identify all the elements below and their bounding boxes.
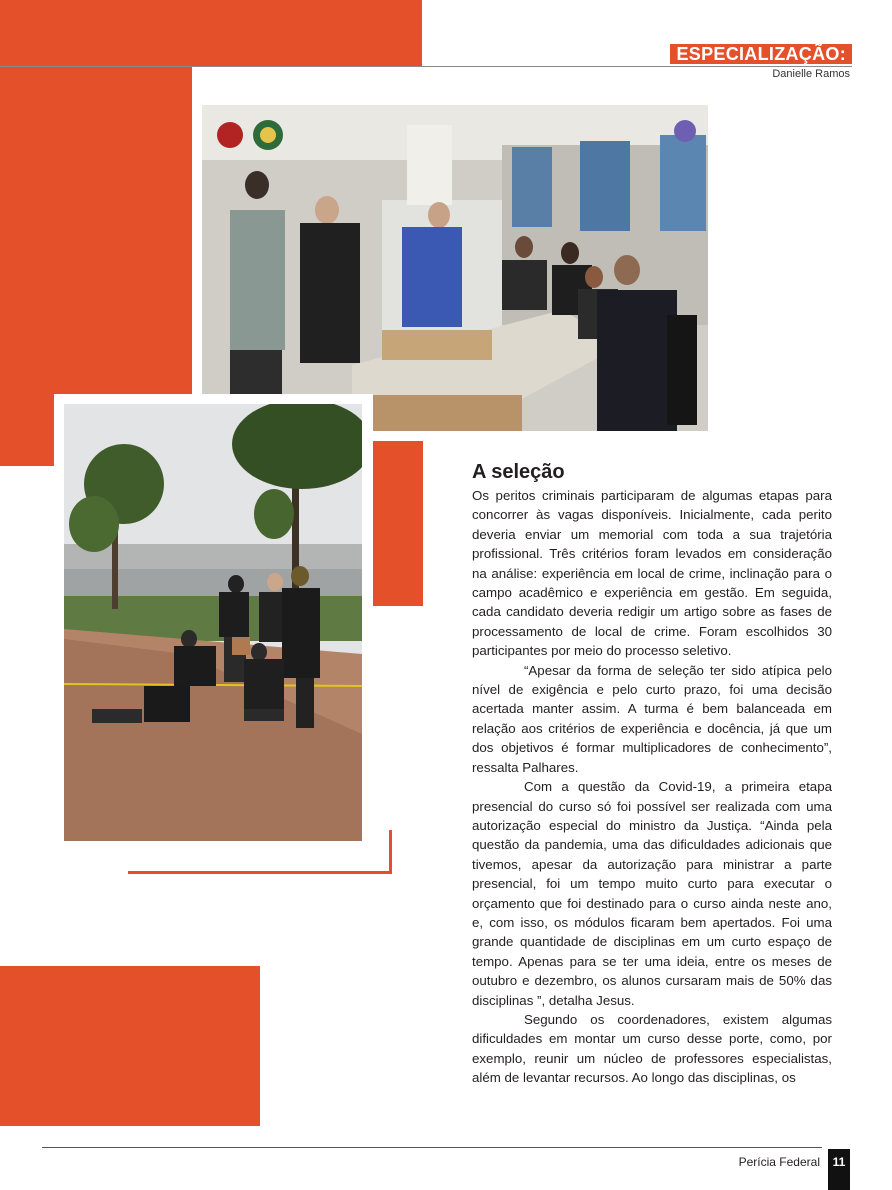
article-paragraph-1: Os peritos criminais participaram de algumas etapas para concorrer às vagas disponíveis. Inicialmente, cada perito deveria enviar um memorial com toda a sua trajetória profissional. Três critérios foram levados em consideração na análise: experiência em local de crime, inclinação para o campo acadêmico e experiência em gestão. Em seguida, cada candidato deveria redigir um artigo sobre as fases de processamento de local de crime. Foram escolhidos 30 participantes por meio do processo seletivo. <box>472 488 832 659</box>
article-body <box>472 460 832 1088</box>
photo-crime-scene-training <box>64 404 362 841</box>
orange-block-bottom <box>0 966 260 1126</box>
footer-publication: Perícia Federal <box>738 1155 820 1169</box>
orange-outline-bottom <box>128 871 392 874</box>
footer-rule <box>42 1147 822 1148</box>
photo-crime-scene-image <box>64 404 362 841</box>
photo-office-meeting-image <box>202 105 708 431</box>
page-number: 11 <box>828 1149 850 1190</box>
orange-block-mid <box>373 432 423 606</box>
orange-outline-right <box>389 830 392 874</box>
header-rule <box>0 66 852 67</box>
photo-office-meeting <box>202 105 708 431</box>
section-tag: ESPECIALIZAÇÃO: <box>670 44 852 64</box>
article-paragraph-2: “Apesar da forma de seleção ter sido atípica pelo nível de exigência e pelo curto prazo, foi uma decisão acertada manter assim. A turma é bem balanceada em relação aos critérios de experiência e docência, já que um dos objetivos é formar multiplicadores de conhecimento”, ressalta Palhares. <box>472 662 832 775</box>
article-title: A seleção <box>472 461 565 483</box>
author-byline: Danielle Ramos <box>772 68 850 80</box>
article-paragraph-4: Segundo os coordenadores, existem algumas dificuldades em montar um curso desse porte, como, por exemplo, reunir um núcleo de professores especialistas, além de levantar recursos. Ao longo das disciplinas, os <box>472 1011 832 1086</box>
article-paragraph-3: Com a questão da Covid-19, a primeira etapa presencial do curso só foi possível ser realizada com uma autorização especial do ministro da Justiça. “Ainda pela questão da pandemia, uma das dificuldades adicionais que tivemos, apesar da autorização para ministrar a parte presencial, foi um tempo muito curto para executar o orçamento que foi destinado para o curso ainda neste ano, e, com isso, os módulos ficaram bem apertados. Foi uma grande quantidade de disciplinas em um curto espaço de tempo. Apenas para se ter uma ideia, entre os meses de outubro e dezembro, os alunos cursaram mais de 50% das disciplinas ”, detalha Jesus. <box>472 779 832 1008</box>
orange-block-top <box>0 0 422 66</box>
